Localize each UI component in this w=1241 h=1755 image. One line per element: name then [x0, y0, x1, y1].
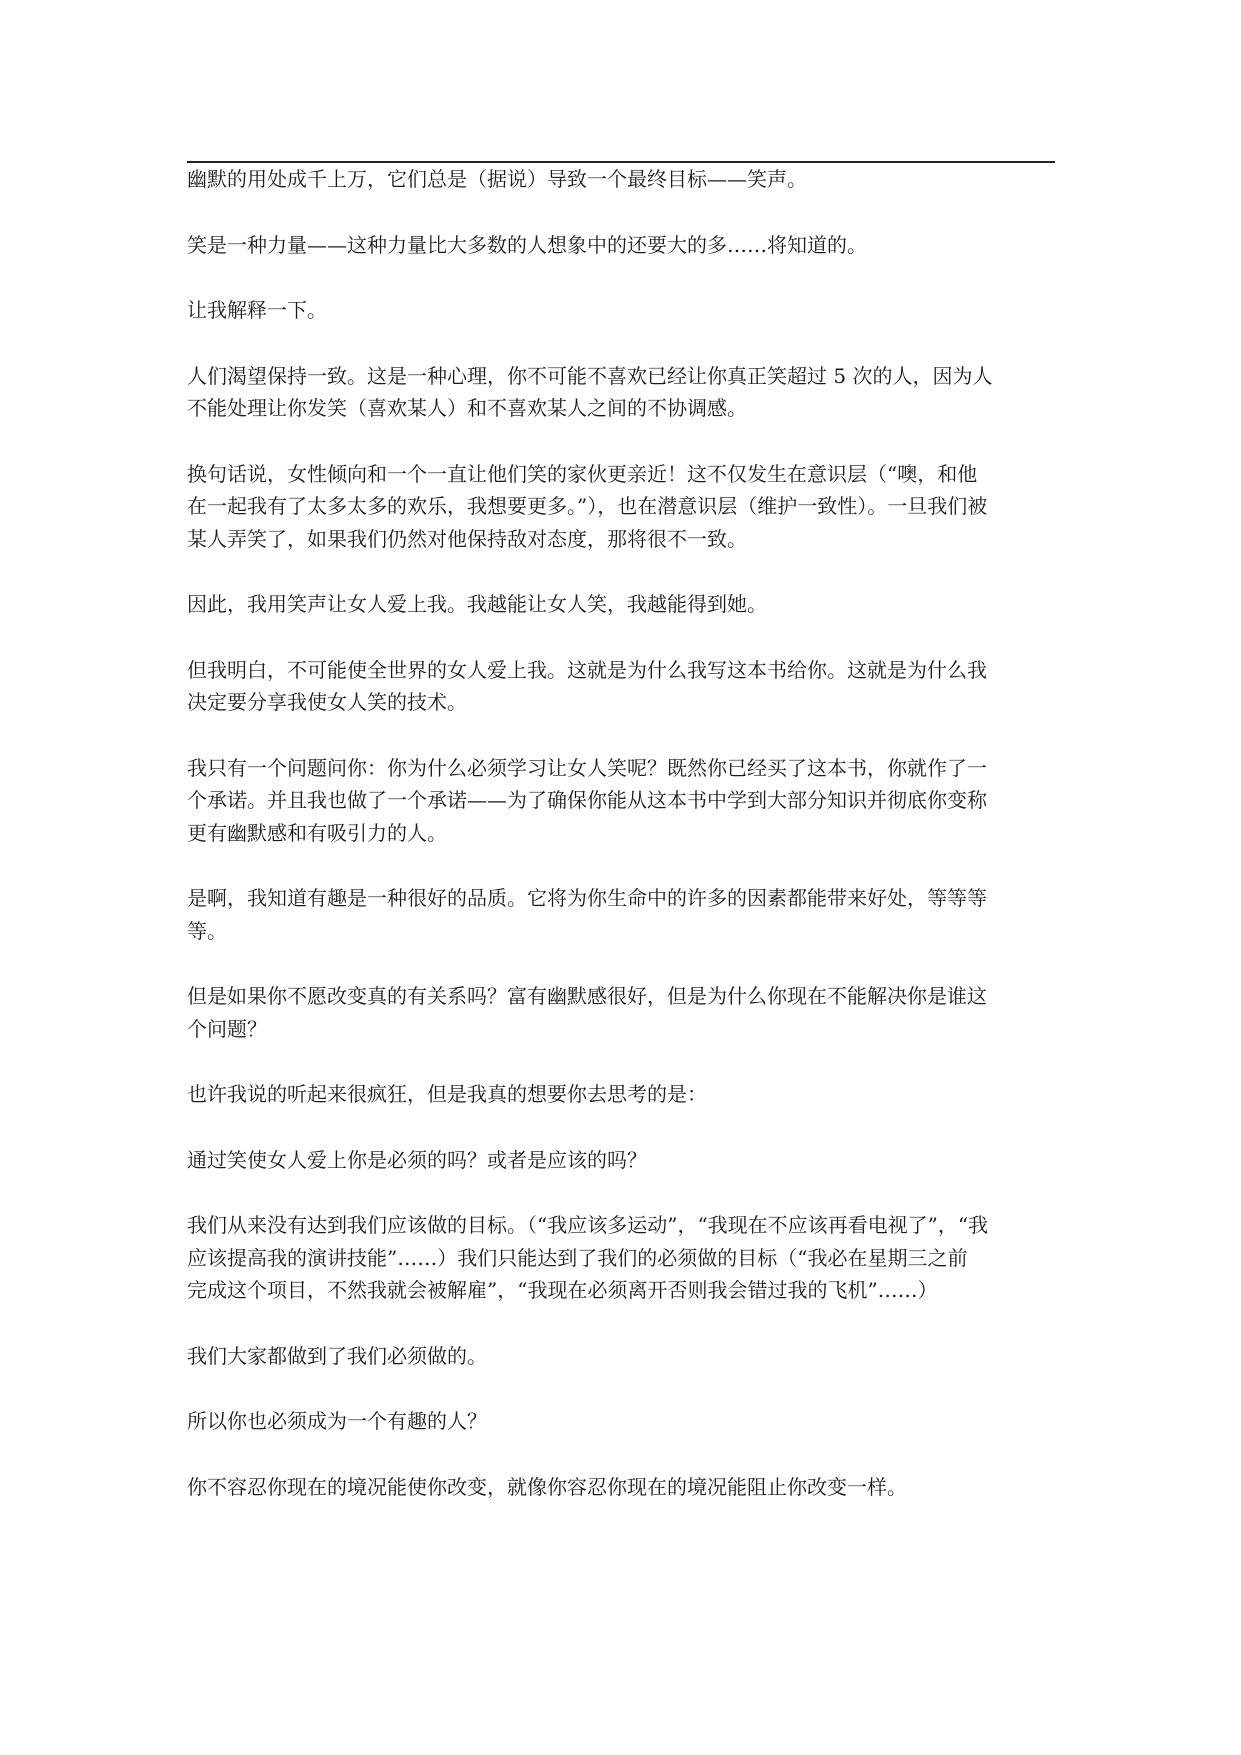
paragraph	[187, 360, 1057, 425]
paragraph	[187, 752, 1057, 850]
text-line: 我们从来没有达到我们应该做的目标。（“我应该多运动”，“我现在不应该再看电视了”，“我	[187, 1213, 989, 1237]
paragraph	[187, 980, 1057, 1045]
text-line: 但是如果你不愿改变真的有关系吗？富有幽默感很好，但是为什么你现在不能解决你是谁这	[187, 984, 987, 1008]
text-line: 等。	[187, 918, 227, 943]
paragraph	[187, 1144, 1057, 1177]
text-line: 但我明白，不可能使全世界的女人爱上我。这就是为什么我写这本书给你。这就是为什么我	[187, 657, 987, 682]
text-line: 换句话说，女性倾向和一个一直让他们笑的家伙更亲近！这不仅发生在意识层（“噢，和他	[187, 461, 978, 486]
text-line: 应该提高我的演讲技能”……）我们只能达到了我们的必须做的目标（“我必在星期三之前	[187, 1245, 968, 1270]
paragraph	[187, 1209, 1057, 1307]
text-line: 我们大家都做到了我们必须做的。	[187, 1343, 487, 1368]
text-line: 在一起我有了太多太多的欢乐，我想要更多。”），也在潜意识层（维护一致性）。一旦我们被	[187, 494, 988, 518]
paragraph	[187, 229, 1057, 262]
text-line: 通过笑使女人爱上你是必须的吗？或者是应该的吗？	[187, 1147, 647, 1172]
text-line: 某人弄笑了，如果我们仍然对他保持敌对态度，那将很不一致。	[187, 526, 747, 551]
text-line: 笑是一种力量——这种力量比大多数的人想象中的还要大的多……将知道的。	[187, 232, 867, 257]
text-line: 决定要分享我使女人笑的技术。	[187, 690, 467, 714]
paragraph	[187, 1405, 1057, 1438]
text-line: 人们渴望保持一致。这是一种心理，你不可能不喜欢已经让你真正笑超过 5 次的人，因为人	[187, 363, 993, 388]
text-line: 不能处理让你发笑（喜欢某人）和不喜欢某人之间的不协调感。	[187, 396, 747, 420]
paragraph	[187, 163, 1057, 196]
text-line: 因此，我用笑声让女人爱上我。我越能让女人笑，我越能得到她。	[187, 592, 767, 616]
paragraph	[187, 654, 1057, 719]
paragraph	[187, 1340, 1057, 1373]
text-line: 我只有一个问题问你：你为什么必须学习让女人笑呢？既然你已经买了这本书，你就作了一	[187, 755, 987, 780]
paragraph	[187, 294, 1057, 327]
text-line: 也许我说的听起来很疯狂，但是我真的想要你去思考的是：	[187, 1082, 707, 1106]
paragraph	[187, 1471, 1057, 1504]
text-line: 完成这个项目，不然我就会被解雇”，“我现在必须离开否则我会错过我的飞机”……）	[187, 1278, 938, 1302]
paragraph	[187, 458, 1057, 556]
text-line: 个承诺。并且我也做了一个承诺——为了确保你能从这本书中学到大部分知识并彻底你变称	[187, 788, 987, 812]
text-line: 更有幽默感和有吸引力的人。	[187, 820, 447, 845]
text-line: 个问题？	[187, 1016, 267, 1041]
text-line: 所以你也必须成为一个有趣的人？	[187, 1409, 487, 1433]
text-line: 你不容忍你现在的境况能使你改变，就像你容忍你现在的境况能阻止你改变一样。	[187, 1474, 907, 1499]
body-text	[187, 163, 1057, 1536]
text-line: 让我解释一下。	[187, 298, 327, 322]
paragraph	[187, 1078, 1057, 1111]
paragraph	[187, 882, 1057, 947]
paragraph	[187, 588, 1057, 621]
text-line: 幽默的用处成千上万，它们总是（据说）导致一个最终目标——笑声。	[187, 167, 807, 191]
text-line: 是啊，我知道有趣是一种很好的品质。它将为你生命中的许多的因素都能带来好处，等等等	[187, 886, 987, 910]
